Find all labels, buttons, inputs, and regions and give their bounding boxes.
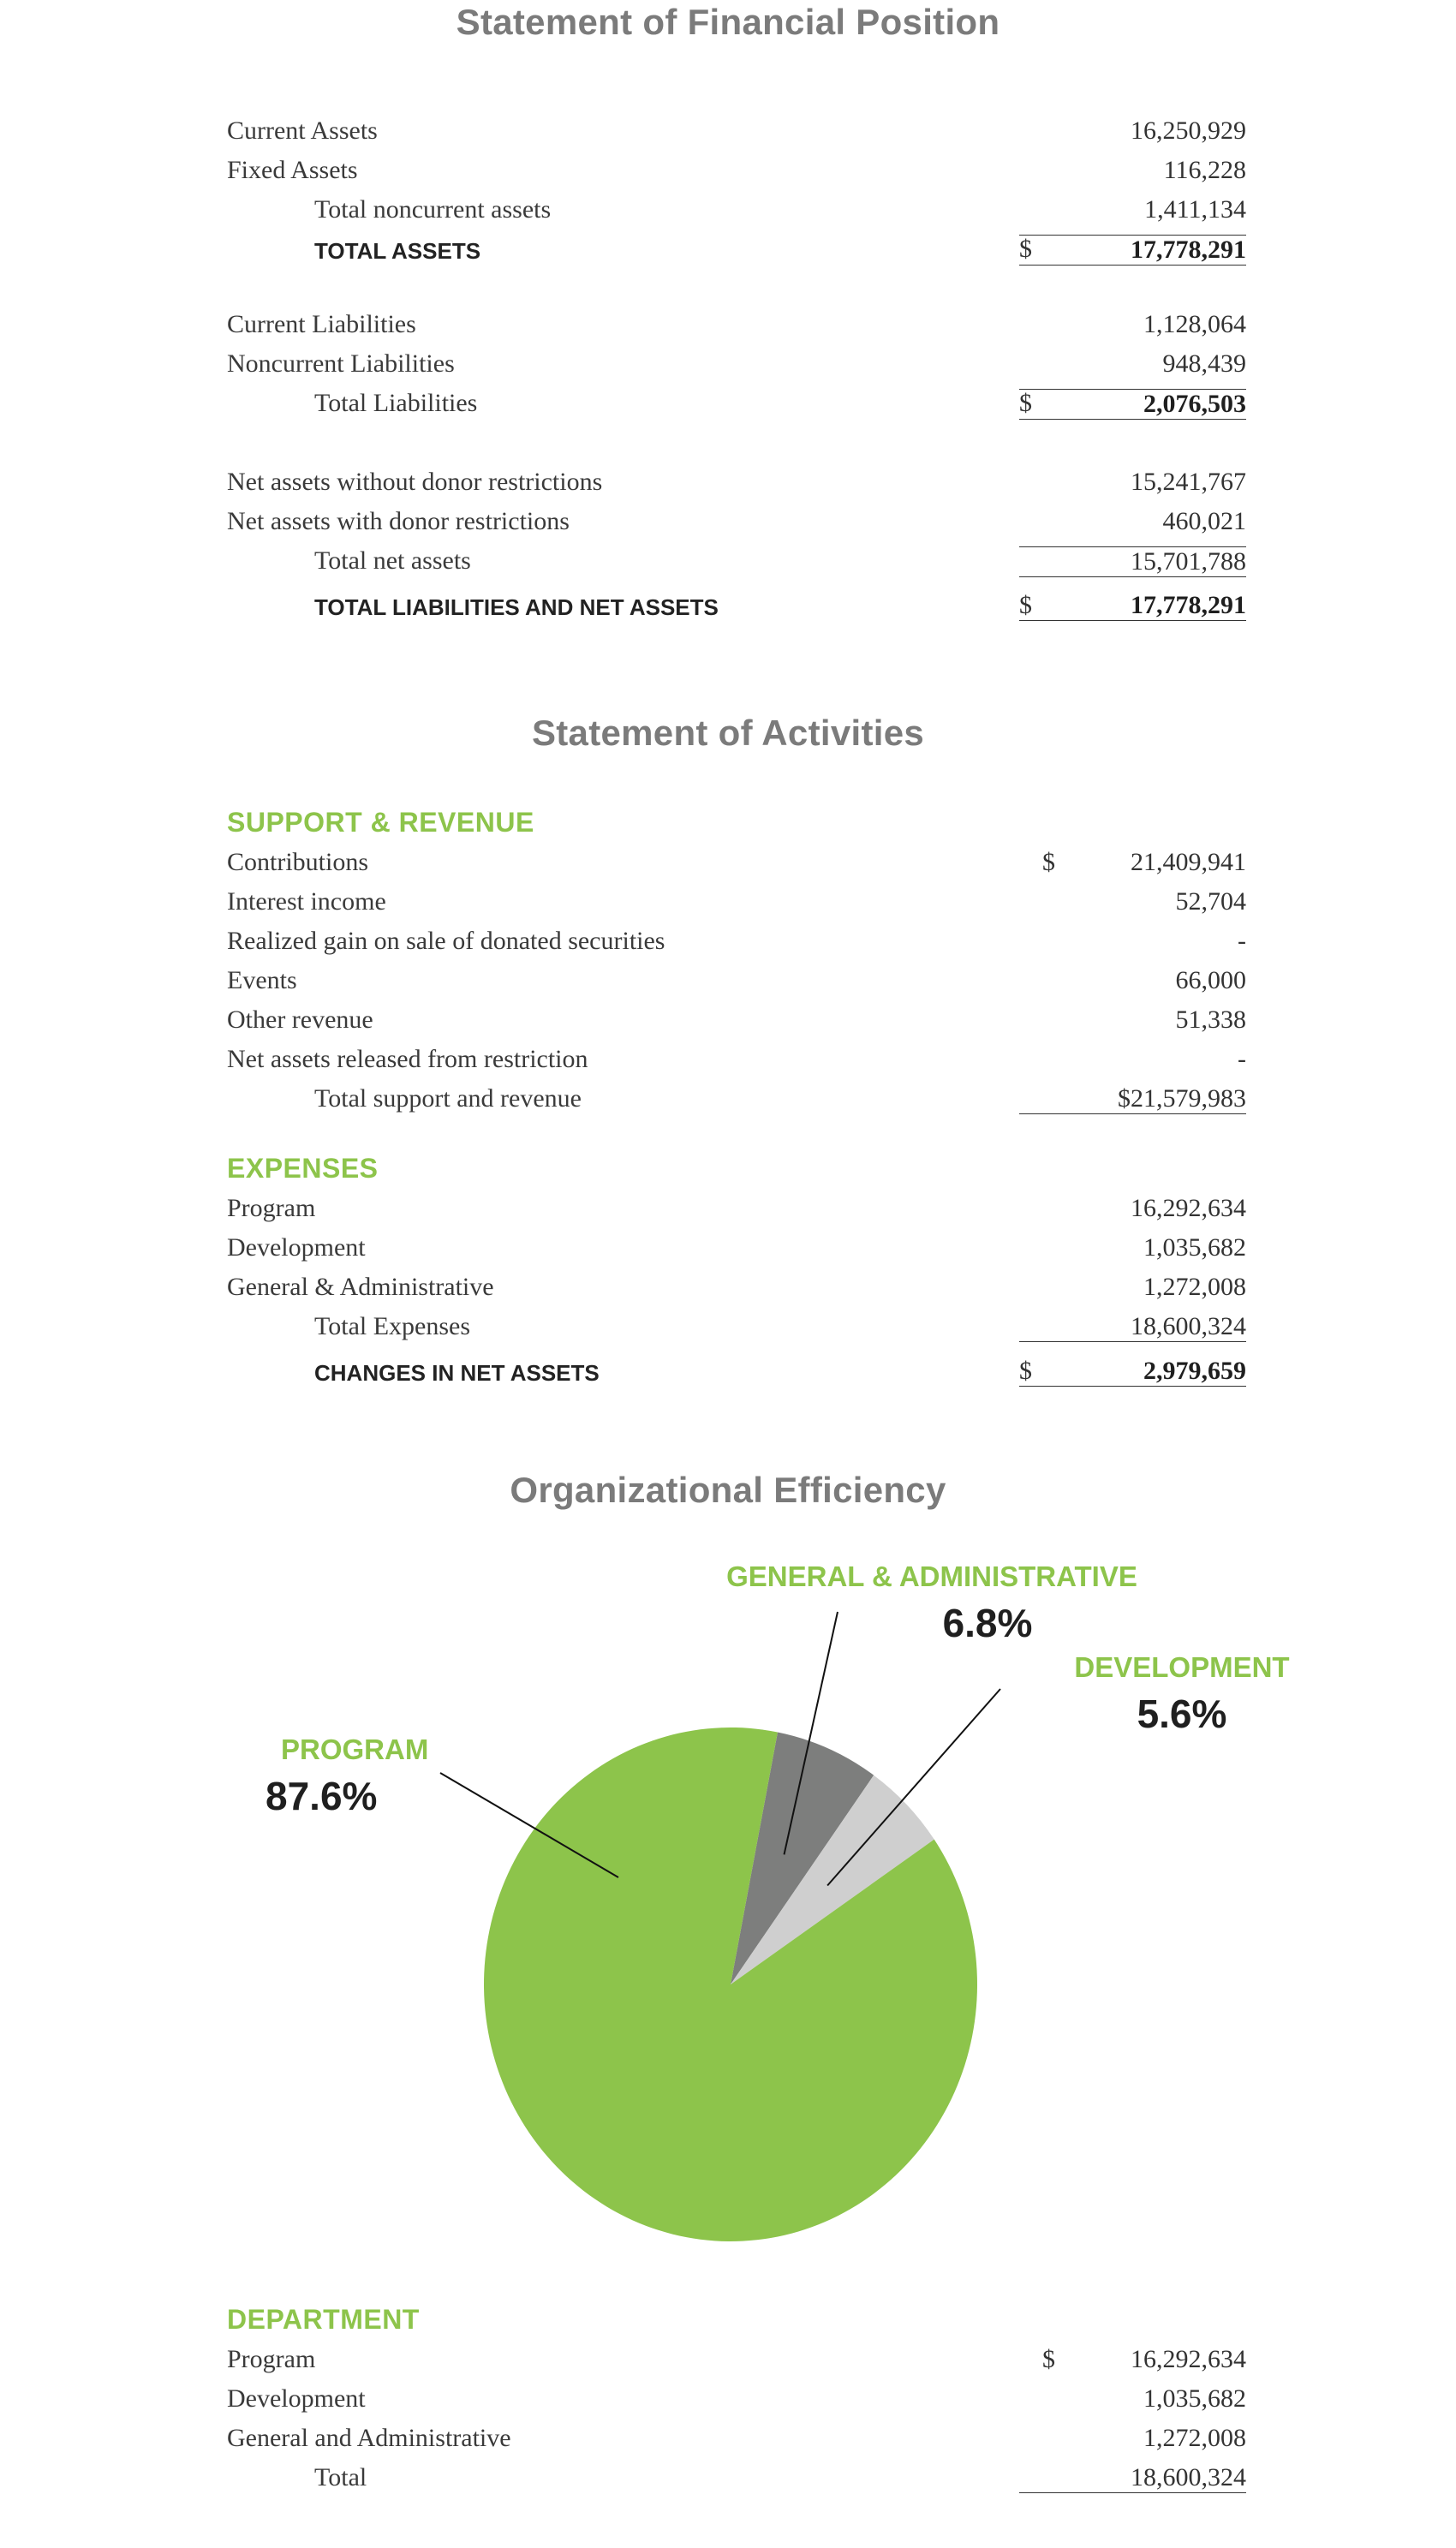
pie-label-development [1062, 1651, 1302, 1737]
support-revenue-heading: SUPPORT & REVENUE [227, 807, 534, 838]
row-value: 1,128,064 [1143, 310, 1246, 338]
row-value: 21,409,941 [1131, 848, 1246, 876]
currency-symbol: $ [1019, 235, 1032, 263]
department-program-row [227, 2345, 1246, 2384]
currency-symbol: $ [1042, 848, 1055, 876]
row-value: 51,338 [1175, 1005, 1246, 1034]
row-value: 15,241,767 [1131, 468, 1246, 496]
row-value: 1,035,682 [1143, 1233, 1246, 1262]
slice-name: DEVELOPMENT [1074, 1651, 1290, 1683]
row-label: Total support and revenue [314, 1084, 582, 1113]
pie-label-program [266, 1733, 445, 1819]
row-value: 66,000 [1175, 966, 1246, 994]
slice-percent: 6.8% [942, 1601, 1033, 1645]
row-label: Total [314, 2463, 367, 2491]
row-value: 17,778,291 [1019, 591, 1246, 621]
efficiency-title: Organizational Efficiency [510, 1470, 946, 1510]
row-value: 16,250,929 [1131, 116, 1246, 145]
row-label: Net assets with donor restrictions [227, 507, 570, 535]
currency-symbol: $ [1042, 2345, 1055, 2373]
row-label: Noncurrent Liabilities [227, 349, 455, 378]
row-label: Current Assets [227, 116, 378, 145]
department-heading: DEPARTMENT [227, 2304, 420, 2335]
currency-symbol: $ [1019, 1357, 1032, 1385]
row-label: General and Administrative [227, 2424, 511, 2452]
row-value: $21,579,983 [1019, 1084, 1246, 1114]
row-label: Program [227, 2345, 316, 2373]
pie-label-general-admin [726, 1560, 1137, 1646]
row-value: 1,035,682 [1143, 2384, 1246, 2413]
row-label: CHANGES IN NET ASSETS [314, 1360, 600, 1386]
row-label: Net assets released from restriction [227, 1045, 588, 1073]
row-label: Total noncurrent assets [314, 195, 552, 224]
row-value: - [1238, 1045, 1246, 1073]
row-label: Total net assets [314, 546, 471, 575]
row-value: 18,600,324 [1019, 2463, 1246, 2493]
row-label: TOTAL ASSETS [314, 238, 481, 264]
currency-symbol: $ [1019, 389, 1032, 417]
row-value: 2,076,503 [1019, 389, 1246, 420]
slice-percent: 5.6% [1137, 1692, 1227, 1736]
slice-percent: 87.6% [266, 1774, 378, 1818]
row-label: Realized gain on sale of donated securities [227, 927, 665, 955]
row-label: Program [227, 1194, 316, 1222]
row-label: Events [227, 966, 297, 994]
row-label: General & Administrative [227, 1273, 494, 1301]
row-value: 1,411,134 [1144, 195, 1246, 224]
financial-position-title: Statement of Financial Position [456, 2, 1000, 42]
row-value: 948,439 [1162, 349, 1246, 378]
row-value: - [1238, 927, 1246, 955]
row-value: 15,701,788 [1019, 546, 1246, 577]
row-label: Other revenue [227, 1005, 373, 1034]
row-value: 2,979,659 [1019, 1357, 1246, 1387]
row-value: 16,292,634 [1131, 2345, 1246, 2373]
row-label: Development [227, 2384, 366, 2413]
slice-name: GENERAL & ADMINISTRATIVE [726, 1560, 1137, 1592]
row-label: TOTAL LIABILITIES AND NET ASSETS [314, 594, 719, 620]
row-value: 460,021 [1162, 507, 1246, 535]
row-value: 16,292,634 [1131, 1194, 1246, 1222]
row-value: 18,600,324 [1019, 1312, 1246, 1342]
row-value: 17,778,291 [1019, 235, 1246, 266]
expenses-heading: EXPENSES [227, 1153, 379, 1184]
row-label: Interest income [227, 887, 386, 916]
department-development-row [227, 2384, 1246, 2424]
row-label: Fixed Assets [227, 156, 358, 184]
activities-title: Statement of Activities [531, 713, 925, 753]
slice-name: PROGRAM [281, 1733, 429, 1765]
row-label: Contributions [227, 848, 369, 876]
department-general-admin-row [227, 2424, 1246, 2463]
row-label: Total Expenses [314, 1312, 471, 1340]
row-label: Development [227, 1233, 366, 1262]
currency-symbol: $ [1019, 591, 1032, 619]
row-value: 1,272,008 [1143, 1273, 1246, 1301]
row-value: 52,704 [1175, 887, 1246, 916]
row-label: Net assets without donor restrictions [227, 468, 603, 496]
row-label: Current Liabilities [227, 310, 416, 338]
department-total-row [227, 2463, 1246, 2503]
row-value: 1,272,008 [1143, 2424, 1246, 2452]
row-label: Total Liabilities [314, 389, 478, 417]
row-value: 116,228 [1163, 156, 1246, 184]
